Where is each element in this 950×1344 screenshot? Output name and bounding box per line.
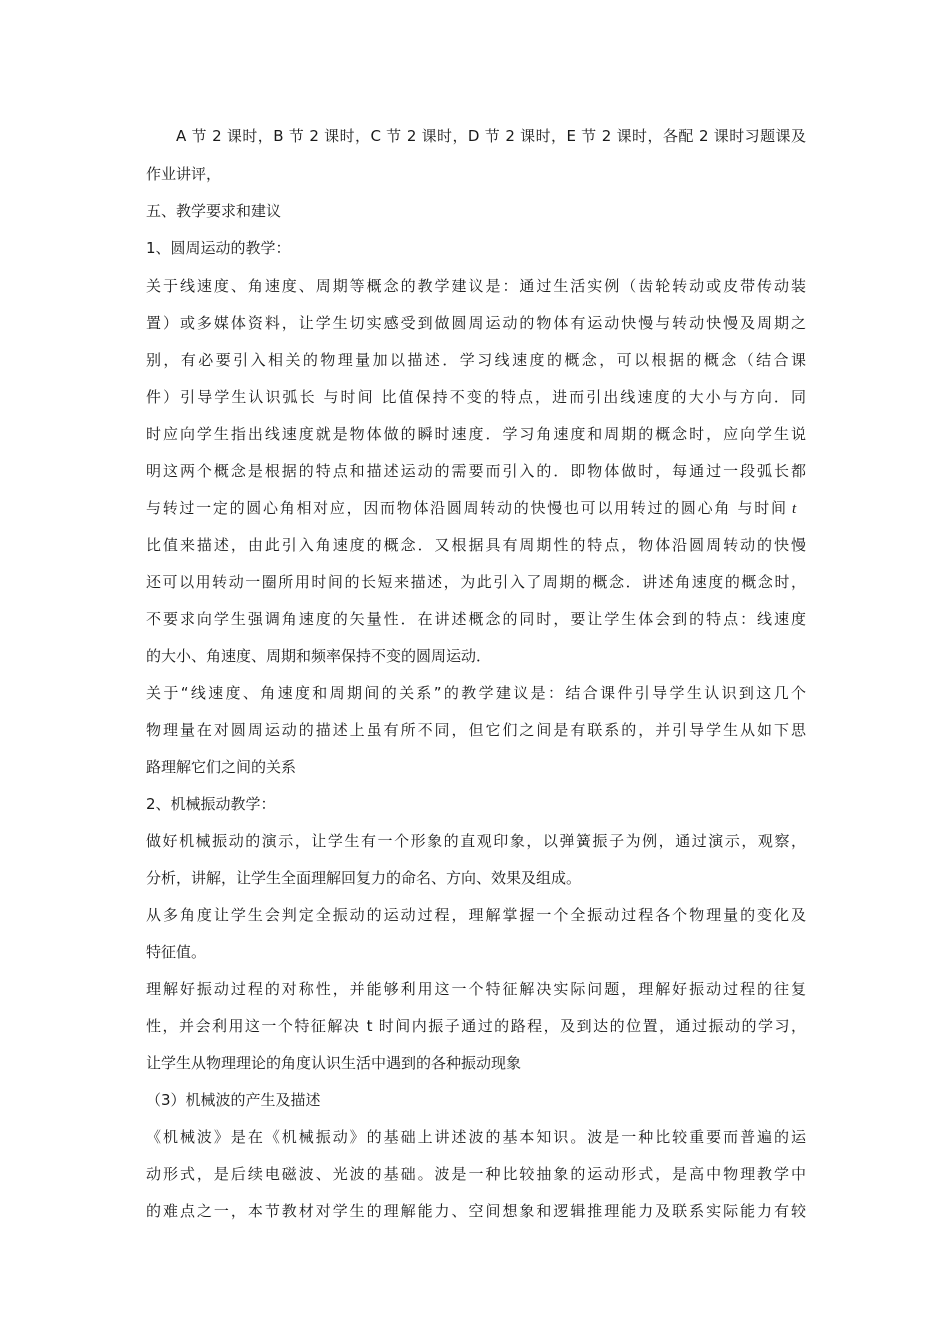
paragraph-line: 不要求向学生强调角速度的矢量性．在讲述概念的同时，要让学生体会到的特点：线速度 bbox=[146, 610, 806, 628]
paragraph-line: 关于线速度、角速度、周期等概念的教学建议是：通过生活实例（齿轮转动或皮带传动装 bbox=[146, 277, 806, 295]
paragraph-line: 《机械波》是在《机械振动》的基础上讲述波的基本知识。波是一种比较重要而普遍的运 bbox=[146, 1128, 806, 1146]
subsection-heading: （3）机械波的产生及描述 bbox=[146, 1091, 321, 1109]
paragraph-line: 置）或多媒体资料，让学生切实感受到做圆周运动的物体有运动快慢与转动快慢及周期之 bbox=[146, 314, 806, 332]
paragraph-line: 让学生从物理理论的角度认识生活中遇到的各种振动现象 bbox=[146, 1054, 522, 1072]
subsection-heading: 2、机械振动教学： bbox=[146, 795, 276, 813]
section-heading: 五、教学要求和建议 bbox=[146, 202, 282, 220]
paragraph-line: 物理量在对圆周运动的描述上虽有所不同，但它们之间是有联系的，并引导学生从如下思 bbox=[146, 721, 806, 739]
paragraph-line: 还可以用转动一圈所用时间的长短来描述，为此引入了周期的概念．讲述角速度的概念时， bbox=[146, 573, 806, 591]
paragraph-line: 分析，讲解，让学生全面理解回复力的命名、方向、效果及组成。 bbox=[146, 869, 582, 887]
paragraph-line: 比值来描述，由此引入角速度的概念．又根据具有周期性的特点，物体沿圆周转动的快慢 bbox=[146, 536, 806, 554]
paragraph-line: 性，并会利用这一个特征解决 t 时间内振子通过的路程，及到达的位置，通过振动的学习， bbox=[146, 1017, 806, 1035]
paragraph-line: 做好机械振动的演示，让学生有一个形象的直观印象，以弹簧振子为例，通过演示，观察， bbox=[146, 832, 806, 850]
paragraph-line: A 节 2 课时，B 节 2 课时，C 节 2 课时，D 节 2 课时，E 节 2 课时，各配 2 课时习题课及 bbox=[176, 127, 806, 145]
paragraph-line: 从多角度让学生会判定全振动的运动过程，理解掌握一个全振动过程各个物理量的变化及 bbox=[146, 906, 806, 924]
paragraph-line: 别，有必要引入相关的物理量加以描述．学习线速度的概念，可以根据的概念（结合课 bbox=[146, 351, 806, 369]
paragraph-line: 与转过一定的圆心角相对应，因而物体沿圆周转动的快慢也可以用转过的圆心角 与时间 bbox=[146, 499, 786, 517]
paragraph-line: 的大小、角速度、周期和频率保持不变的圆周运动． bbox=[146, 647, 492, 665]
paragraph-line: 动形式，是后续电磁波、光波的基础。波是一种比较抽象的运动形式，是高中物理教学中 bbox=[146, 1165, 806, 1183]
paragraph-line: 关于“线速度、角速度和周期间的关系”的教学建议是：结合课件引导学生认识到这几个 bbox=[146, 684, 806, 702]
paragraph-line: 明这两个概念是根据的特点和描述运动的需要而引入的．即物体做时，每通过一段弧长都 bbox=[146, 462, 806, 480]
paragraph-line: 路理解它们之间的关系 bbox=[146, 758, 297, 776]
paragraph-line: 理解好振动过程的对称性，并能够利用这一个特征解决实际问题，理解好振动过程的往复 bbox=[146, 980, 806, 998]
paragraph-line: 作业讲评， bbox=[146, 165, 222, 183]
italic-variable: t bbox=[792, 501, 797, 517]
subsection-heading: 1、圆周运动的教学： bbox=[146, 239, 291, 257]
paragraph-line: 件）引导学生认识弧长 与时间 比值保持不变的特点，进而引出线速度的大小与方向．同 bbox=[146, 388, 806, 406]
paragraph-line: 时应向学生指出线速度就是物体做的瞬时速度．学习角速度和周期的概念时，应向学生说 bbox=[146, 425, 806, 443]
paragraph-line: 的难点之一，本节教材对学生的理解能力、空间想象和逻辑推理能力及联系实际能力有较 bbox=[146, 1202, 806, 1220]
paragraph-line: 特征值。 bbox=[146, 943, 207, 961]
variable-t bbox=[792, 495, 796, 521]
